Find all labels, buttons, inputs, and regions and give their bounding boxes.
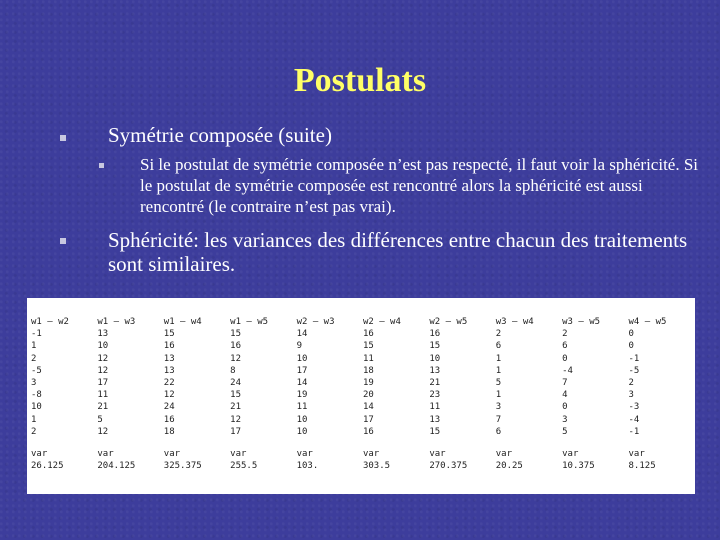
table-cell: 0	[628, 341, 634, 352]
table-cell: var	[31, 448, 48, 459]
table-cell: var	[230, 448, 247, 459]
table-cell: w1 – w2	[31, 317, 69, 327]
table-cell: 24	[230, 377, 242, 388]
table-cell: w2 – w5	[429, 317, 468, 327]
table-cell: -1	[628, 353, 640, 364]
table-cell: w1 – w4	[163, 317, 202, 327]
table-cell: 1	[495, 353, 502, 364]
table-cell: 6	[562, 341, 568, 352]
table-cell: 16	[230, 341, 242, 352]
table-cell: 12	[97, 353, 109, 364]
table-cell: -8	[31, 390, 42, 401]
table-cell: -4	[562, 365, 573, 376]
table-cell: 15	[230, 329, 242, 340]
table-cell: 16	[429, 329, 441, 340]
bullet-symetrie: Symétrie composée (suite)	[108, 123, 332, 147]
table-cell: var	[495, 448, 512, 459]
table-cell: 1	[495, 365, 502, 376]
table-cell: 13	[163, 353, 175, 364]
table-cell: 23	[429, 390, 441, 401]
sub-bullet-postulat: Si le postulat de symétrie composée n’est pas respecté, il faut voir la sphéricité. Si le postulat de symétrie composée est rencontré alors la sphéricité est aussi rencontré (le contraire n’est pas vrai).	[140, 155, 699, 216]
table-cell: 10	[429, 353, 441, 364]
table-cell: 19	[296, 390, 308, 401]
table-cell: 16	[163, 414, 175, 425]
table-cell: 303.5	[362, 461, 391, 472]
table-cell: 12	[97, 426, 109, 437]
table-cell: 13	[163, 365, 175, 376]
differences-table-image	[27, 298, 695, 494]
table-cell: 17	[230, 426, 242, 437]
table-cell: 7	[562, 377, 568, 388]
table-cell: 17	[296, 365, 308, 376]
table-cell: 16	[362, 426, 374, 437]
table-cell: 12	[163, 390, 175, 401]
bullet-marker	[60, 135, 66, 141]
table-cell: 11	[97, 390, 109, 401]
table-cell: 5	[562, 426, 568, 437]
table-cell: 12	[230, 414, 242, 425]
table-cell: var	[163, 448, 181, 459]
table-cell: 5	[97, 414, 103, 425]
table-var-label-row	[31, 449, 695, 461]
table-cell: 9	[296, 341, 302, 352]
table-cell: 14	[296, 329, 308, 340]
table-cell: 22	[163, 377, 175, 388]
table-cell: 6	[495, 426, 502, 437]
table-cell: 14	[362, 402, 374, 413]
table-cell: 2	[31, 426, 37, 437]
table-cell: -5	[31, 365, 42, 376]
table-cell: 7	[495, 414, 502, 425]
slide-title: Postulats	[293, 62, 427, 99]
bullet-marker	[99, 163, 104, 168]
table-row	[31, 402, 695, 414]
table-cell: 3	[562, 414, 568, 425]
table-cell: 10	[296, 353, 308, 364]
table-cell: 26.125	[31, 461, 64, 472]
table-cell: 5	[495, 377, 502, 388]
table-cell: 3	[495, 402, 502, 413]
table-spacer	[31, 439, 695, 449]
table-cell: 0	[562, 353, 568, 364]
bullet-marker	[60, 238, 66, 244]
table-cell: 16	[163, 341, 175, 352]
table-cell: -4	[628, 414, 640, 425]
table-cell: 2	[495, 329, 502, 340]
table-cell: 325.375	[163, 461, 202, 472]
table-cell: 10	[31, 402, 42, 413]
table-cell: 17	[97, 377, 109, 388]
table-cell: 10	[296, 426, 308, 437]
table-cell: 13	[429, 414, 441, 425]
table-cell: 18	[362, 365, 374, 376]
table-cell: 2	[31, 353, 37, 364]
table-row	[31, 341, 695, 353]
table-cell: 10	[296, 414, 308, 425]
table-cell: 16	[362, 329, 374, 340]
table-cell: 21	[230, 402, 242, 413]
table-cell: -5	[628, 365, 640, 376]
table-cell: var	[429, 448, 446, 459]
table-cell: 21	[97, 402, 109, 413]
table-cell: 11	[362, 353, 374, 364]
table-header-row	[31, 317, 695, 329]
table-cell: 11	[429, 402, 441, 413]
table-cell: 12	[230, 353, 242, 364]
table-cell: 2	[628, 377, 634, 388]
table-cell: 8.125	[628, 461, 656, 472]
table-row	[31, 390, 695, 402]
table-cell: w2 – w3	[296, 317, 335, 327]
table-cell: 10.375	[562, 461, 595, 472]
table-cell: var	[97, 448, 114, 459]
table-cell: 13	[97, 329, 109, 340]
table-cell: 1	[495, 390, 502, 401]
table-cell: 103.	[296, 461, 319, 472]
table-cell: 4	[562, 390, 568, 401]
table-cell: 20.25	[495, 461, 523, 472]
table-cell: w3 – w4	[495, 317, 534, 327]
table-row	[31, 354, 695, 366]
table-row	[31, 366, 695, 378]
table-cell: 3	[628, 390, 634, 401]
table-cell: var	[362, 448, 380, 459]
table-cell: 204.125	[97, 461, 136, 472]
table-cell: 8	[230, 365, 236, 376]
table-cell: 18	[163, 426, 175, 437]
table-cell: 15	[230, 390, 242, 401]
table-cell: var	[628, 448, 645, 459]
table-cell: -1	[628, 426, 640, 437]
table-row	[31, 415, 695, 427]
table-cell: 0	[628, 329, 634, 340]
table-cell: 14	[296, 377, 308, 388]
table-cell: 11	[296, 402, 308, 413]
table-cell: -1	[31, 329, 42, 340]
table-cell: 15	[362, 341, 374, 352]
table-cell: 3	[31, 377, 37, 388]
differences-table	[31, 317, 695, 473]
table-cell: var	[562, 448, 579, 459]
table-var-values-row	[31, 461, 695, 473]
bullet-sphericite: Sphéricité: les variances des différences entre chacun des traitements sont similaires.	[108, 228, 688, 276]
table-cell: w2 – w4	[362, 317, 401, 327]
table-row	[31, 378, 695, 390]
table-cell: w3 – w5	[562, 317, 601, 327]
table-cell: 0	[562, 402, 568, 413]
table-cell: 15	[163, 329, 175, 340]
table-cell: var	[296, 448, 313, 459]
table-cell: w4 – w5	[628, 317, 667, 327]
table-cell: 19	[362, 377, 374, 388]
table-cell: 1	[31, 341, 37, 352]
table-cell: w1 – w3	[97, 317, 136, 327]
table-cell: 2	[562, 329, 568, 340]
table-cell: 270.375	[429, 461, 468, 472]
table-row	[31, 329, 695, 341]
table-cell: 10	[97, 341, 109, 352]
table-cell: 255.5	[230, 461, 258, 472]
table-cell: 6	[495, 341, 502, 352]
table-cell: w1 – w5	[230, 317, 269, 327]
table-cell: 1	[31, 414, 37, 425]
table-cell: 21	[429, 377, 441, 388]
table-cell: 15	[429, 426, 441, 437]
table-cell: 12	[97, 365, 109, 376]
table-cell: 13	[429, 365, 441, 376]
table-cell: 24	[163, 402, 175, 413]
table-cell: 17	[362, 414, 374, 425]
table-cell: 15	[429, 341, 441, 352]
table-row	[31, 427, 695, 439]
table-cell: 20	[362, 390, 374, 401]
table-cell: -3	[628, 402, 640, 413]
